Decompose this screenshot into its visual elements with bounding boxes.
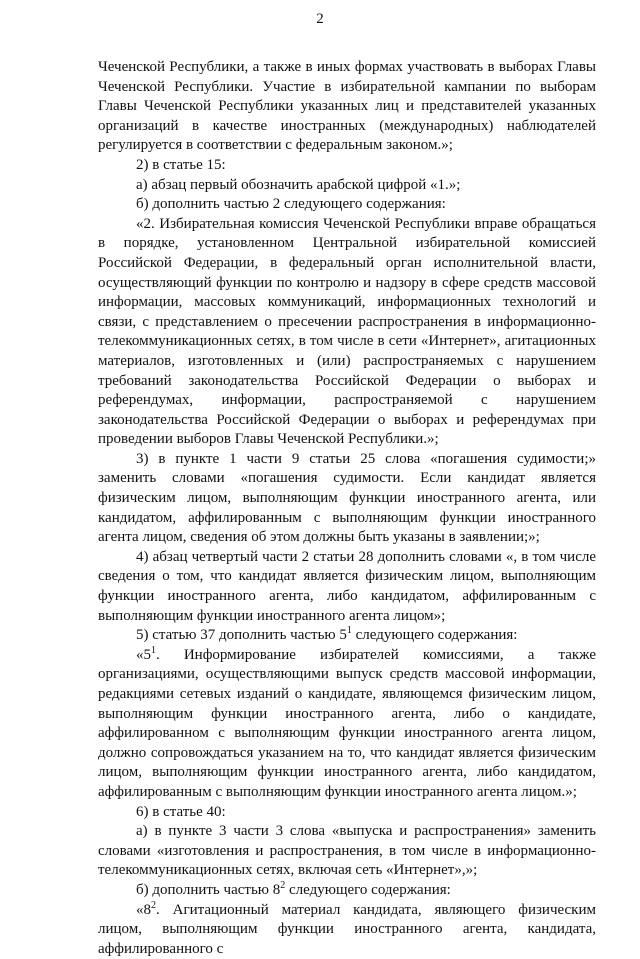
- paragraph-text: следующего содержания:: [285, 881, 451, 898]
- document-body: [98, 58, 596, 959]
- document-paragraph: [98, 176, 596, 196]
- paragraph-text: 6) в статье 40:: [136, 803, 226, 820]
- paragraph-text: . Агитационный материал кандидата, являющего физическим лицом, выполняющим функции иностранного агента, кандидата, аффилированного с: [98, 901, 596, 957]
- document-paragraph: [98, 822, 596, 881]
- document-paragraph: [98, 156, 596, 176]
- document-paragraph: [98, 548, 596, 626]
- paragraph-text: а) абзац первый обозначить арабской цифрой «1.»;: [136, 176, 461, 193]
- document-paragraph: [98, 58, 596, 156]
- paragraph-text: 2) в статье 15:: [136, 156, 226, 173]
- superscript-index: 1: [346, 625, 352, 637]
- paragraph-text: Чеченской Республики, а также в иных формах участвовать в выборах Главы Чеченской Республики. Участие в избирательной кампании по выборам Главы Чеченской Республики указанных лиц и представителей указанных организаций в качестве иностранных (международных) наблюдателей регулируется в соответствии с федеральным законом.»;: [98, 59, 596, 154]
- superscript-index: 2: [151, 899, 156, 911]
- paragraph-text: следующего содержания:: [351, 627, 518, 644]
- superscript-index: 2: [280, 879, 286, 891]
- paragraph-text: 3) в пункте 1 части 9 статьи 25 слова «погашения судимости;» заменить словами «погашения судимости. Если кандидат является физическим лицом, выполняющим функции иностранного агента, или кандидатом, аффилированным с выполняющим функции иностранного агента лицом, сведения об этом должны быть указаны в заявлении;»;: [98, 450, 596, 546]
- superscript-index: 1: [151, 644, 156, 656]
- document-paragraph: [98, 901, 596, 959]
- paragraph-text: 4) абзац четвертый части 2 статьи 28 дополнить словами «, в том числе сведения о том, что кандидат является физическим лицом, выполняющим функции иностранного агента, либо кандидатом, аффилированным с выполняющим функции иностранного агента лицом»;: [98, 548, 596, 624]
- paragraph-text: «8: [136, 901, 151, 918]
- document-paragraph: [98, 646, 596, 803]
- paragraph-text: б) дополнить частью 2 следующего содержания:: [136, 196, 446, 213]
- document-paragraph: [98, 450, 596, 548]
- paragraph-text: . Информирование избирателей комиссиями, а также организациями, осуществляющими выпуск средств массовой информации, редакциями сетевых изданий о кандидате, являющемся физическим лицом, выполняющим функции иностранного агента, либо о кандидате, аффилированном с выполняющим функции иностранного агента лицом, должно сопровождаться указанием на то, что кандидат является физическим лицом, выполняющим функции иностранного агента, либо кандидатом, аффилированным с выполняющим функции иностранного агента лицом.»;: [98, 646, 596, 800]
- paragraph-text: 5) статью 37 дополнить частью 5: [136, 627, 347, 644]
- document-paragraph: [98, 881, 596, 901]
- page-number: 2: [316, 11, 324, 27]
- paragraph-text: «2. Избирательная комиссия Чеченской Республики вправе обращаться в порядке, установленном Центральной избирательной комиссией Российской Федерации, в федеральный орган исполнительной власти, осуществляющий функции по контролю и надзору в сфере средств массовой информации, массовых коммуникаций, информационных технологий и связи, с представлением о пресечении распространения в информационно-телекоммуникационных сетях, в том числе в сети «Интернет», агитационных материалов, изготовленных и (или) распространяемых с нарушением требований законодательства Российской Федерации о выборах и референдумах, информации, распространяемой с нарушением законодательства Российской Федерации о выборах и референдумах при проведении выборов Главы Чеченской Республики.»;: [98, 215, 596, 448]
- document-paragraph: [98, 803, 596, 823]
- paragraph-text: «5: [136, 646, 151, 663]
- document-paragraph: [98, 215, 596, 450]
- document-paragraph: [98, 195, 596, 215]
- paragraph-text: б) дополнить частью 8: [136, 881, 281, 898]
- paragraph-text: а) в пункте 3 части 3 слова «выпуска и распространения» заменить словами «изготовления и распространения, в том числе в информационно-телекоммуникационных сетях, включая сеть «Интернет»,»;: [98, 823, 596, 879]
- document-paragraph: [98, 626, 596, 646]
